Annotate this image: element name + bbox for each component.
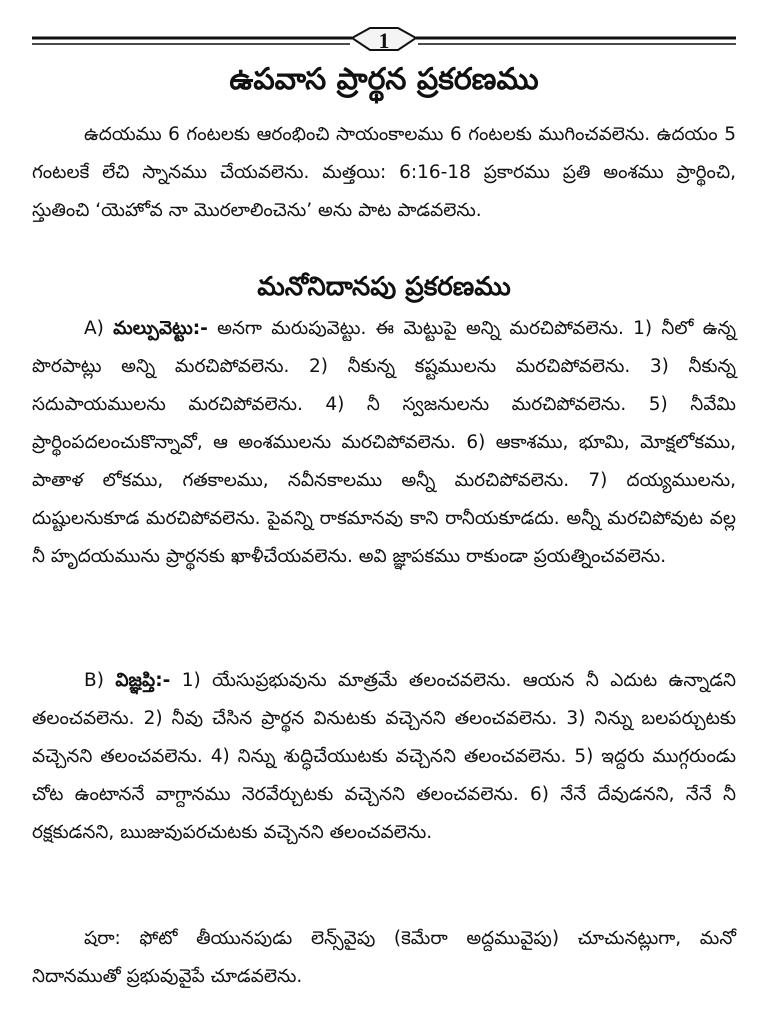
section-b-body: 1) యేసుప్రభువును మాత్రమే తలంచవలెను. ఆయన నీ ఎదుట ఉన్నాడని తలంచవలెను. 2) నీవు చేసిన ప్రార్థన వినుటకు వచ్చెనని తలంచవలెను. 3) నిన్ను బలపర్చుటకు వచ్చెనని తలంచవలెను. 4) నిన్ను శుద్ధిచేయుటకు వచ్చెనని తలంచవలెను. 5) ఇద్దరు ముగ్గరుండు చోట ఉంటాననే వాగ్దానము నెరవేర్చుటకు వచ్చెనని తలంచవలెను. 6) నేనే దేవుడనని, నేనే నీ రక్షకుడనని, ఋజువుపరచుటకు వచ్చెనని తలంచవలెను. <box>32 670 736 843</box>
section-b-marker: B) <box>84 670 104 691</box>
section-a-marker: A) <box>84 318 104 339</box>
note-text: షరా: ఫోటో తీయునపుడు లెన్స్‌వైపు (కెమేరా అద్దమువైపు) చూచునట్లుగా, మనో నిదానముతో ప్రభువువైపే చూడవలెను. <box>32 928 736 987</box>
section-a-text <box>32 310 736 576</box>
page-title: ఉపవాస ప్రార్థన ప్రకరణము <box>229 62 539 97</box>
section-a-heading: మల్పువెట్టు:- <box>113 318 208 339</box>
section-title: మనోనిదానపు ప్రకరణము <box>257 272 511 302</box>
section-b-heading: విజ్ఞప్తి:- <box>115 670 171 691</box>
section-b-text <box>32 662 736 852</box>
section-a-body: అనగా మరుపువెట్టు. ఈ మెట్టుపై అన్ని మరచిపోవలెను. 1) నీలో ఉన్న పొరపాట్లు అన్ని మరచిపోవలెను. 2) నీకున్న కష్టములను మరచిపోవలెను. 3) నీకున్న సదుపాయములను మరచిపోవలెను. 4) నీ స్వజనులను మరచిపోవలెను. 5) నీవేమి ప్రార్థింపదలంచుకొన్నావో, ఆ అంశములను మరచిపోవలెను. 6) ఆకాశము, భూమి, మోక్షలోకము, పాతాళ లోకము, గతకాలము, నవీనకాలము అన్నీ మరచిపోవలెను. 7) దయ్యములను, దుష్టులనుకూడ మరచిపోవలెను. పైవన్ని రాకమానవు కాని రానీయకూడదు. అన్నీ మరచిపోవుట వల్ల నీ హృదయమును ప్రార్థనకు ఖాళీచేయవలెను. అవి జ్ఞాపకము రాకుండా ప్రయత్నించవలెను. <box>32 318 736 567</box>
intro-text: ఉదయము 6 గంటలకు ఆరంభించి సాయంకాలము 6 గంటలకు ముగించవలెను. ఉదయం 5 గంటలకే లేచి స్నానము చేయవలెను. మత్తయి: 6:16-18 ప్రకారము ప్రతి అంశము ప్రార్థించి, స్తుతించి ‘యెహోవ నా మొరలాలించెను’ అను పాట పాడవలెను. <box>32 124 736 221</box>
note-paragraph <box>32 920 736 996</box>
section-b-paragraph <box>32 662 736 852</box>
intro-paragraph <box>32 116 736 230</box>
section-a-paragraph <box>32 310 736 576</box>
page-number: 1 <box>378 28 390 53</box>
